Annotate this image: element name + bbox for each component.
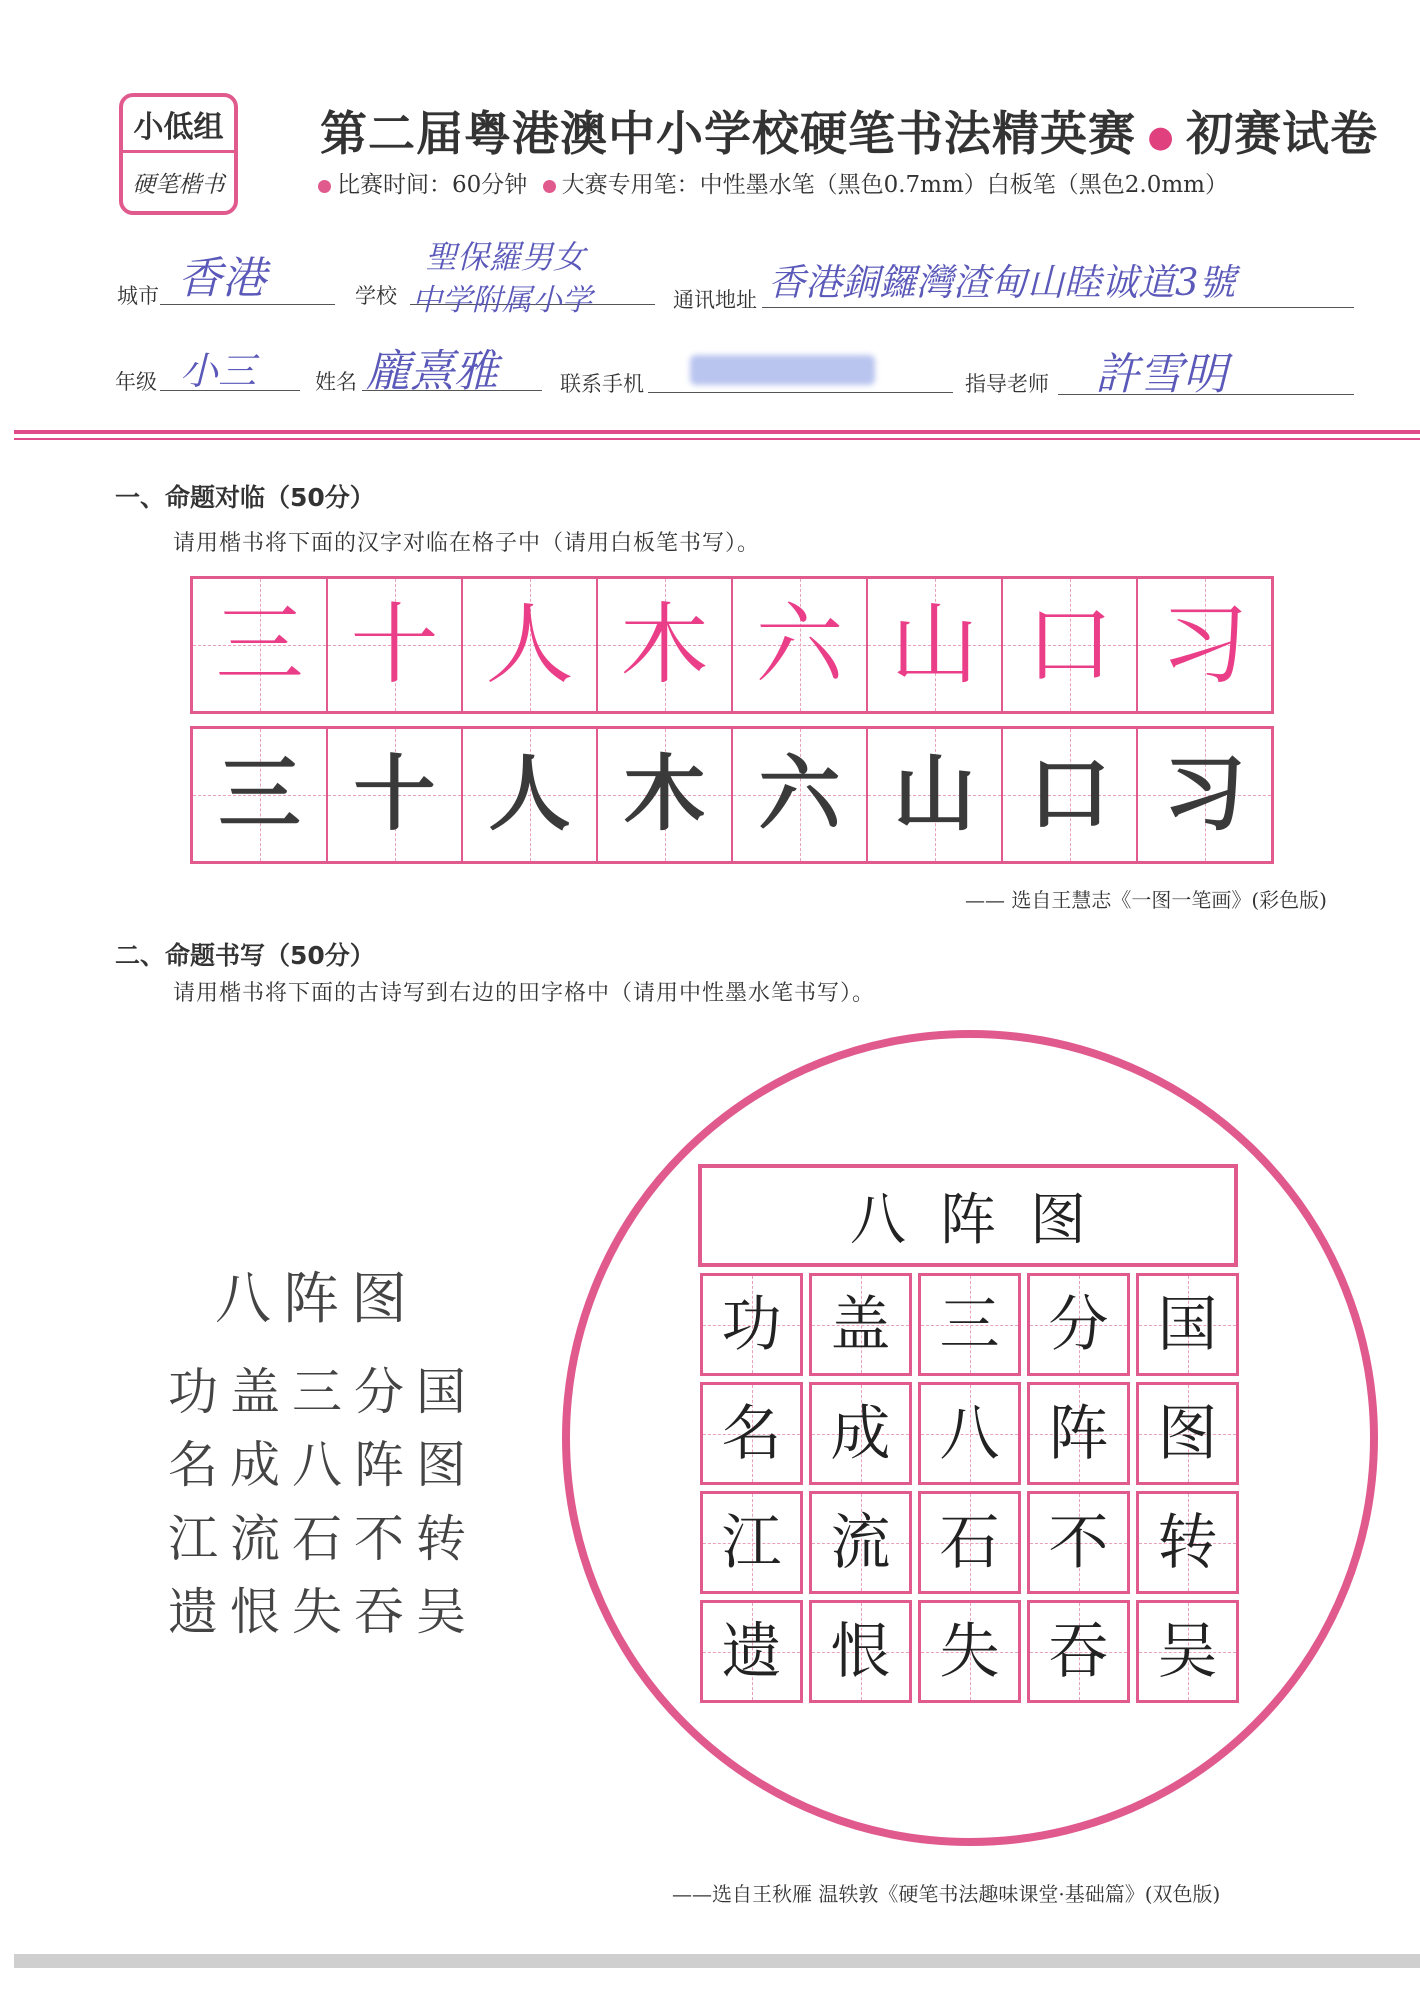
copy-cell[interactable] xyxy=(193,729,328,861)
model-cell xyxy=(463,579,598,711)
model-cell xyxy=(193,579,328,711)
written-char: 功 xyxy=(721,1289,782,1360)
written-char: 名 xyxy=(721,1398,782,1469)
written-char: 三 xyxy=(939,1289,1000,1360)
section1-desc: 请用楷书将下面的汉字对临在格子中（请用白板笔书写）。 xyxy=(173,531,761,556)
written-char: 八 xyxy=(939,1398,1000,1469)
copy-char: 人 xyxy=(488,747,571,842)
writing-cell[interactable] xyxy=(700,1600,803,1703)
model-char: 口 xyxy=(1025,593,1114,696)
written-title-box[interactable]: 八阵图 xyxy=(698,1164,1238,1267)
written-char: 遗 xyxy=(721,1616,782,1687)
badge-category-label: 硬笔楷书 xyxy=(132,171,225,198)
model-char: 人 xyxy=(485,593,574,696)
writing-cell[interactable] xyxy=(1027,1491,1130,1594)
model-char: 山 xyxy=(890,593,979,696)
writing-cell[interactable] xyxy=(1027,1382,1130,1485)
writing-cell[interactable] xyxy=(809,1273,912,1376)
poem-line: 名成八阵图 xyxy=(168,1436,478,1494)
address-field[interactable] xyxy=(762,307,1354,308)
model-char: 六 xyxy=(755,593,844,696)
school-label: 学校 xyxy=(355,284,397,308)
copy-cell[interactable] xyxy=(598,729,733,861)
model-cell xyxy=(1003,579,1138,711)
header-divider xyxy=(14,430,1420,434)
model-cell xyxy=(1138,579,1271,711)
written-char: 成 xyxy=(830,1398,891,1469)
written-char: 石 xyxy=(939,1507,1000,1578)
copy-cell[interactable] xyxy=(1138,729,1271,861)
page-bottom-bar xyxy=(14,1954,1420,1968)
bullet-icon xyxy=(543,180,556,193)
written-char: 转 xyxy=(1157,1507,1218,1578)
copy-cell[interactable] xyxy=(463,729,598,861)
page-title xyxy=(320,97,1378,164)
written-char: 分 xyxy=(1048,1289,1109,1360)
city-value: 香港 xyxy=(178,253,266,304)
writing-cell[interactable] xyxy=(809,1600,912,1703)
written-char: 图 xyxy=(1157,1398,1218,1469)
writing-cell[interactable] xyxy=(700,1273,803,1376)
poem-line: 遗恨失吞吴 xyxy=(168,1583,478,1641)
written-char: 流 xyxy=(830,1507,891,1578)
writing-cell[interactable] xyxy=(809,1382,912,1485)
exam-time: 比赛时间：60分钟 xyxy=(337,172,528,198)
section1-title: 一、命题对临（50分） xyxy=(115,483,375,512)
writing-cell[interactable] xyxy=(1136,1273,1239,1376)
address-value: 香港銅鑼灣渣甸山睦诚道3號 xyxy=(768,261,1236,304)
bullet-icon: ● xyxy=(1136,120,1187,155)
written-char: 吴 xyxy=(1157,1616,1218,1687)
copy-cell[interactable] xyxy=(733,729,868,861)
copy-char: 口 xyxy=(1028,747,1111,842)
copy-cell[interactable] xyxy=(328,729,463,861)
grade-label: 年级 xyxy=(115,370,157,394)
model-char: 十 xyxy=(350,593,439,696)
written-char: 失 xyxy=(939,1616,1000,1687)
written-char: 恨 xyxy=(830,1616,891,1687)
header-divider-thin xyxy=(14,438,1420,440)
copy-char: 十 xyxy=(353,747,436,842)
copy-char: 山 xyxy=(893,747,976,842)
writing-cell[interactable] xyxy=(1136,1600,1239,1703)
city-label: 城市 xyxy=(117,284,159,308)
model-cell xyxy=(733,579,868,711)
writing-cell[interactable] xyxy=(918,1491,1021,1594)
title-main: 第二届粤港澳中小学校硬笔书法精英赛 xyxy=(320,107,1136,162)
writing-cell[interactable] xyxy=(1136,1491,1239,1594)
name-value: 龐熹雅 xyxy=(366,346,498,397)
writing-cell[interactable] xyxy=(918,1273,1021,1376)
writing-cell[interactable] xyxy=(1136,1382,1239,1485)
section2-source: ——选自王秋雁 温轶敦《硬笔书法趣味课堂·基础篇》(双色版) xyxy=(672,1882,1221,1906)
copy-char: 木 xyxy=(623,747,706,842)
written-char: 国 xyxy=(1157,1289,1218,1360)
written-char: 不 xyxy=(1048,1507,1109,1578)
copy-grid[interactable] xyxy=(190,726,1274,864)
school-value-line1: 聖保羅男女 xyxy=(425,238,586,276)
model-char: 木 xyxy=(620,593,709,696)
name-label: 姓名 xyxy=(315,370,357,394)
grade-value: 小三 xyxy=(180,349,257,393)
exam-info xyxy=(318,166,1228,199)
written-char: 江 xyxy=(721,1507,782,1578)
model-char: 三 xyxy=(215,593,304,696)
writing-cell[interactable] xyxy=(700,1382,803,1485)
copy-cell[interactable] xyxy=(1003,729,1138,861)
writing-cell[interactable] xyxy=(918,1382,1021,1485)
group-badge xyxy=(119,93,238,215)
teacher-label: 指导老师 xyxy=(965,372,1049,396)
writing-cell[interactable] xyxy=(1027,1600,1130,1703)
section2-title: 二、命题书写（50分） xyxy=(115,941,375,970)
model-char: 习 xyxy=(1160,593,1249,696)
bullet-icon xyxy=(318,180,331,193)
writing-cell[interactable] xyxy=(700,1491,803,1594)
school-value-line2: 中学附属小学 xyxy=(412,283,592,318)
phone-field[interactable] xyxy=(648,392,953,393)
written-char: 阵 xyxy=(1048,1398,1109,1469)
section2-desc: 请用楷书将下面的古诗写到右边的田字格中（请用中性墨水笔书写）。 xyxy=(173,981,876,1006)
address-label: 通讯地址 xyxy=(673,288,757,312)
poem-line: 功盖三分国 xyxy=(168,1363,478,1421)
writing-cell[interactable] xyxy=(918,1600,1021,1703)
poem-line: 江流石不转 xyxy=(168,1510,478,1568)
section1-source: —— 选自王慧志《一图一笔画》(彩色版) xyxy=(965,888,1327,912)
redacted-phone xyxy=(690,355,875,385)
written-char: 盖 xyxy=(830,1289,891,1360)
model-cell xyxy=(328,579,463,711)
copy-char: 三 xyxy=(218,747,301,842)
exam-pen: 大赛专用笔：中性墨水笔（黑色0.7mm）白板笔（黑色2.0mm） xyxy=(561,172,1228,198)
model-grid xyxy=(190,576,1274,714)
phone-label: 联系手机 xyxy=(560,372,644,396)
copy-char: 习 xyxy=(1163,747,1246,842)
copy-cell[interactable] xyxy=(868,729,1003,861)
writing-cell[interactable] xyxy=(809,1491,912,1594)
writing-cell[interactable] xyxy=(1027,1273,1130,1376)
copy-char: 六 xyxy=(758,747,841,842)
badge-group-label: 小低组 xyxy=(123,97,234,153)
title-suffix: 初赛试卷 xyxy=(1186,107,1379,162)
model-cell xyxy=(598,579,733,711)
poem-title: 八阵图 xyxy=(215,1267,419,1332)
teacher-value: 許雪明 xyxy=(1095,349,1227,400)
model-cell xyxy=(868,579,1003,711)
written-char: 吞 xyxy=(1048,1616,1109,1687)
